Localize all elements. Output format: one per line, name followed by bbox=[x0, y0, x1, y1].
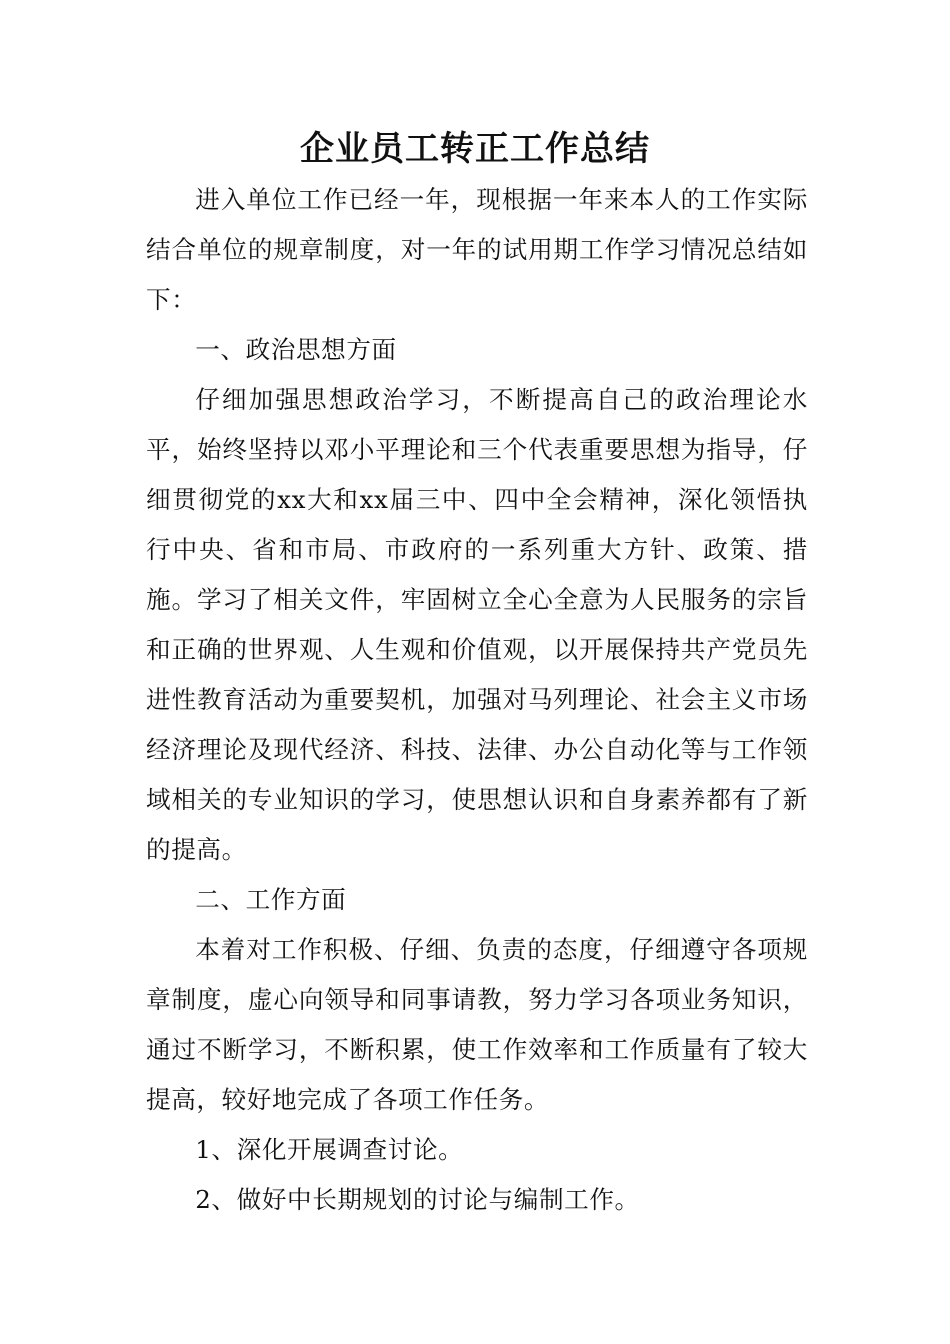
document-title: 企业员工转正工作总结 bbox=[300, 129, 650, 169]
list-item-2: 2、做好中长期规划的讨论与编制工作。 bbox=[195, 1185, 640, 1214]
section-heading-political: 一、政治思想方面 bbox=[195, 335, 397, 364]
work-paragraph: 本着对工作积极、仔细、负责的态度，仔细遵守各项规章制度，虚心向领导和同事请教，努力学习各项业务知识，通过不断学习，不断积累，使工作效率和工作质量有了较大提高，较好地完成了各项工作任务。 bbox=[146, 935, 808, 1114]
list-item-1: 1、深化开展调查讨论。 bbox=[195, 1135, 464, 1164]
political-paragraph: 仔细加强思想政治学习，不断提高自己的政治理论水平，始终坚持以邓小平理论和三个代表重要思想为指导，仔细贯彻党的xx大和xx届三中、四中全会精神，深化领悟执行中央、省和市局、市政府的一系列重大方针、政策、措施。学习了相关文件，牢固树立全心全意为人民服务的宗旨和正确的世界观、人生观和价值观，以开展保持共产党员先进性教育活动为重要契机，加强对马列理论、社会主义市场经济理论及现代经济、科技、法律、办公自动化等与工作领域相关的专业知识的学习，使思想认识和自身素养都有了新的提高。 bbox=[146, 385, 808, 864]
section-heading-work: 二、工作方面 bbox=[195, 885, 347, 914]
document-body bbox=[146, 175, 808, 1225]
intro-paragraph: 进入单位工作已经一年，现根据一年来本人的工作实际结合单位的规章制度，对一年的试用期工作学习情况总结如下： bbox=[146, 185, 808, 314]
